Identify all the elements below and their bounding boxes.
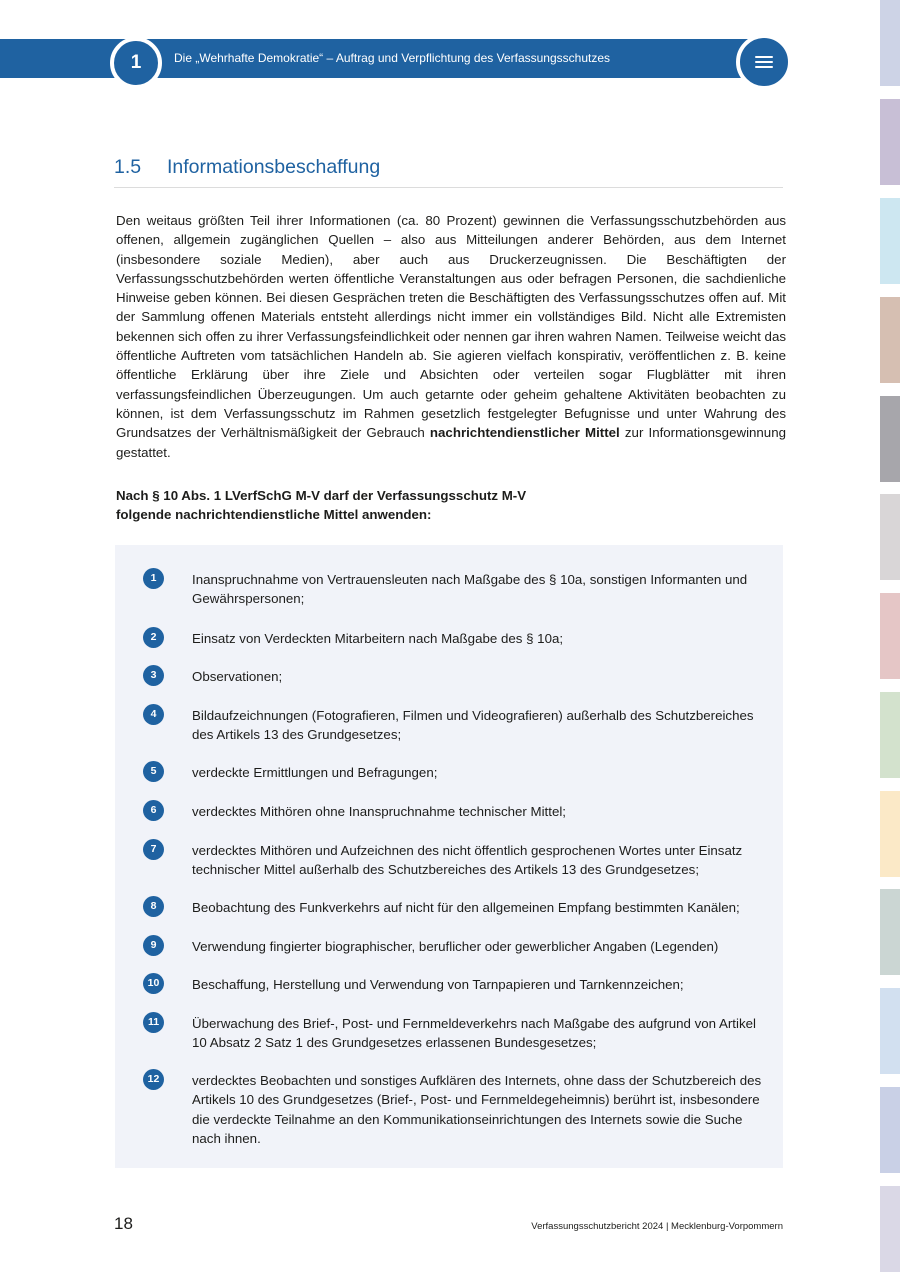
chapter-tab-9[interactable] [880,791,900,877]
chapter-tab-2[interactable] [880,99,900,185]
paragraph-text-end: zur Informationsgewinnung gestattet. [116,425,786,460]
chapter-tab-6[interactable] [880,494,900,580]
chapter-tab-10[interactable] [880,889,900,975]
item-number-badge: 1 [143,568,164,589]
chapter-tab-3[interactable] [880,198,900,284]
item-number-badge: 8 [143,896,164,917]
body-paragraph [116,211,786,462]
footer-text: Verfassungsschutzbericht 2024 | Mecklenburg-Vorpommern [531,1221,783,1232]
item-text: Bildaufzeichnungen (Fotografieren, Filmen und Videografieren) außerhalb des Schutzbereiches des Artikels 13 des Grundgesetzes; [192,708,754,743]
item-text: Verwendung fingierter biographischer, beruflicher oder gewerblicher Angaben (Legenden) [192,939,719,954]
section-number: 1.5 [114,156,142,178]
chapter-tab-7[interactable] [880,593,900,679]
chapter-tab-13[interactable] [880,1186,900,1272]
chapter-tab-11[interactable] [880,988,900,1074]
page-number: 18 [114,1214,133,1233]
measures-intro [116,486,716,525]
chapter-title: Die „Wehrhafte Demokratie“ – Auftrag und Verpflichtung des Verfassungsschutzes [174,51,611,65]
item-number-badge: 11 [143,1012,164,1033]
item-text: verdeckte Ermittlungen und Befragungen; [192,765,438,780]
item-text: Observationen; [192,669,283,684]
chapter-number-badge: 1 [110,37,162,89]
measures-list [115,545,783,1168]
intro-line-2: folgende nachrichtendienstliche Mittel anwenden: [116,507,432,523]
item-text: Überwachung des Brief-, Post- und Fernmeldeverkehrs nach Maßgabe des aufgrund von Artikel 10 Absatz 2 Satz 1 des Grundgesetzes erlassenen Bundesgesetzes; [192,1016,756,1051]
intro-line-1: Nach § 10 Abs. 1 LVerfSchG M-V darf der Verfassungsschutz M-V [116,488,527,503]
item-number-badge: 5 [143,761,164,782]
item-text: Inanspruchnahme von Vertrauensleuten nach Maßgabe des § 10a, sonstigen Informanten und Gewährspersonen; [192,572,748,607]
section-heading [114,152,783,188]
item-number-badge: 9 [143,935,164,956]
section-title: Informationsbeschaffung [167,156,381,178]
item-text: Beschaffung, Herstellung und Verwendung von Tarnpapieren und Tarnkennzeichen; [192,977,684,992]
item-text: Beobachtung des Funkverkehrs auf nicht für den allgemeinen Empfang bestimmten Kanälen; [192,900,740,915]
chapter-tab-12[interactable] [880,1087,900,1173]
hamburger-menu-icon [755,56,773,58]
item-text: verdecktes Beobachten und sonstiges Aufklären des Internets, ohne dass der Schutzbereich des Artikels 10 des Grundgesetzes (Brief-, Post- und Fernmeldegeheimnis) berührt ist, insbesondere die verdeckte Teilnahme an den Kommunikationseinrichtungen des Internets sowie die Suche nach ihnen. [192,1073,762,1146]
item-number-badge: 10 [143,973,164,994]
menu-button[interactable] [736,34,792,90]
item-number-badge: 6 [143,800,164,821]
item-number-badge: 4 [143,704,164,725]
item-number-badge: 12 [143,1069,164,1090]
item-number-badge: 7 [143,839,164,860]
item-number-badge: 3 [143,665,164,686]
paragraph-text: Den weitaus größten Teil ihrer Informationen (ca. 80 Prozent) gewinnen die Verfassungsschutzbehörden aus offenen, allgemein zugänglichen Quellen – also aus Mitteilungen anderer Behörden, aus dem Internet (insbesondere soziale Medien), aber auch aus Druckerzeugnissen. Die Beschäftigten der Verfassungsschutzbehörden werten öffentliche Veranstaltungen aus oder befragen Personen, die sachdienliche Hinweise geben können. Bei diesen Gesprächen treten die Beschäftigten des Verfassungsschutzes offen auf. Mit der Sammlung offenen Materials entsteht allerdings nicht immer ein vollständiges Bild. Nicht alle Extremisten bekennen sich offen zu ihrer Verfassungsfeindlichkeit oder nennen gar ihren wahren Namen. Teilweise weicht das öffentliche Auftreten vom tatsächlichen Handeln ab. Sie agieren vielfach konspirativ, veröffentlichen z. B. keine öffentliche Erklärung über ihre Ziele und Absichten oder verteilen sogar Flugblätter mit ihren verfassungsfeindlichen Überzeugungen. Um auch getarnte oder geheim gehaltene Aktivitäten beobachten zu können, ist dem Verfassungsschutz im Rahmen gesetzlich festgelegter Befugnisse und unter Wahrung des Grundsatzes der Verhältnismäßigkeit der Gebrauch [116,213,786,441]
chapter-tab-8[interactable] [880,692,900,778]
item-number-badge: 2 [143,627,164,648]
item-text: verdecktes Mithören ohne Inanspruchnahme technischer Mittel; [192,804,566,819]
chapter-tab-5[interactable] [880,396,900,482]
paragraph-bold-term: nachrichtendienstlicher Mittel [429,425,620,441]
item-text: verdecktes Mithören und Aufzeichnen des nicht öffentlich gesprochenen Wortes unter Einsatz technischer Mittel außerhalb des Schutzbereiches des Artikels 13 des Grundgesetzes; [192,843,743,878]
chapter-tab-1[interactable] [880,0,900,86]
chapter-tab-4[interactable] [880,297,900,383]
item-text: Einsatz von Verdeckten Mitarbeitern nach Maßgabe des § 10a; [192,631,564,646]
